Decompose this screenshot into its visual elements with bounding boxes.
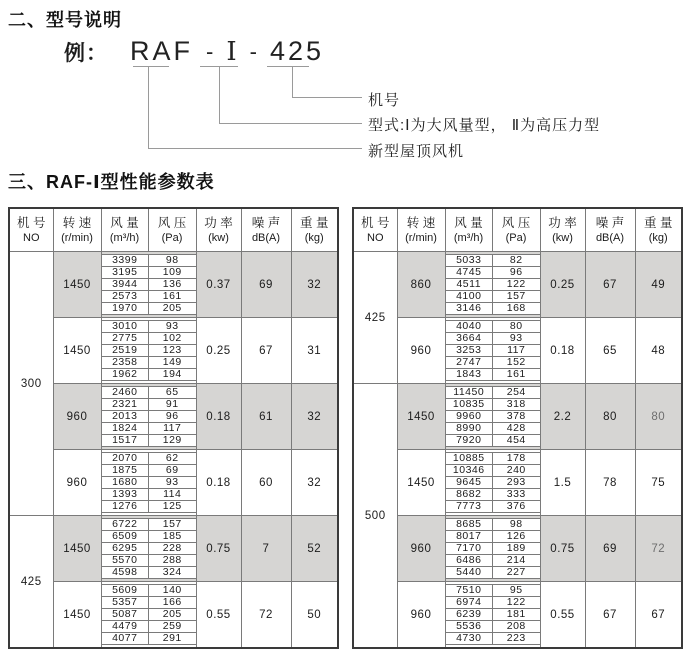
- header-noise-line2: dB(A): [251, 231, 281, 244]
- callout-fan-name: 新型屋顶风机: [368, 143, 465, 160]
- callout-line-type: [219, 66, 220, 123]
- cell-speed: 960: [397, 318, 445, 384]
- cell-flow: 1970: [102, 303, 149, 314]
- flow-pressure-grid: [446, 518, 540, 579]
- cell-pressure: 96: [493, 267, 540, 278]
- cell-power: 0.55: [540, 582, 585, 649]
- cell-flow: 5440: [446, 567, 493, 578]
- cell-pressure: 378: [493, 411, 540, 422]
- cell-pressure: 166: [149, 597, 196, 608]
- header-flow-line2: (m³/h): [109, 231, 140, 244]
- cell-pressure: 114: [149, 489, 196, 500]
- cell-pressure: 161: [149, 291, 196, 302]
- model-dash: -: [206, 38, 214, 64]
- table-row: [9, 516, 338, 582]
- header-weight-line1: 重 量: [300, 216, 329, 231]
- cell-noise: 80: [585, 384, 635, 450]
- cell-pressure: 205: [149, 303, 196, 314]
- cell-speed: 1450: [53, 318, 101, 384]
- cell-flow: 5536: [446, 621, 493, 632]
- cell-flow: 7920: [446, 435, 493, 446]
- cell-flow: 8685: [446, 519, 493, 530]
- cell-flow: 6239: [446, 609, 493, 620]
- cell-noise: 65: [585, 318, 635, 384]
- cell-flow: 1824: [102, 423, 149, 434]
- cell-pressure: 136: [149, 279, 196, 290]
- cell-flow-pressure-block: [101, 516, 196, 582]
- header-flow-line1: 风 量: [110, 216, 139, 231]
- underline-size: [267, 66, 309, 67]
- callout-line-fan-name: [148, 148, 362, 149]
- cell-flow-pressure-block: [445, 318, 540, 384]
- cell-flow: 10835: [446, 399, 493, 410]
- cell-flow: 1393: [102, 489, 149, 500]
- cell-pressure: 185: [149, 531, 196, 542]
- header-pressure: [492, 208, 540, 252]
- header-pressure-line1: 风 压: [157, 216, 187, 231]
- header-power-line2: (kw): [208, 231, 229, 244]
- header-weight: [291, 208, 338, 252]
- cell-speed: 1450: [397, 450, 445, 516]
- table-row: [353, 450, 682, 516]
- performance-table-left: [8, 207, 339, 649]
- cell-flow: 8017: [446, 531, 493, 542]
- callout-line-machine-no: [292, 66, 293, 97]
- table-row: [9, 252, 338, 318]
- cell-weight: 72: [635, 516, 682, 582]
- flow-pressure-grid: [446, 584, 540, 645]
- model-dash: -: [249, 38, 257, 64]
- cell-pressure: 240: [493, 465, 540, 476]
- cell-power: 0.25: [540, 252, 585, 318]
- cell-weight: 75: [635, 450, 682, 516]
- model-example: [64, 36, 324, 67]
- cell-weight: 67: [635, 582, 682, 649]
- cell-flow-pressure-block: [101, 582, 196, 649]
- cell-pressure: 214: [493, 555, 540, 566]
- cell-flow: 3010: [102, 321, 149, 332]
- header-flow-line1: 风 量: [454, 216, 483, 231]
- cell-pressure: 228: [149, 543, 196, 554]
- cell-flow: 1962: [102, 369, 149, 380]
- header-pressure-line2: (Pa): [505, 231, 527, 244]
- header-no-line1: 机 号: [361, 216, 390, 231]
- cell-power: 0.25: [196, 318, 241, 384]
- cell-pressure: 194: [149, 369, 196, 380]
- cell-pressure: 178: [493, 453, 540, 464]
- cell-pressure: 117: [493, 345, 540, 356]
- cell-pressure: 181: [493, 609, 540, 620]
- cell-noise: 67: [585, 582, 635, 649]
- cell-pressure: 208: [493, 621, 540, 632]
- cell-pressure: 80: [493, 321, 540, 332]
- cell-flow: 7510: [446, 585, 493, 596]
- cell-pressure: 69: [149, 465, 196, 476]
- cell-power: 0.37: [196, 252, 241, 318]
- cell-pressure: 140: [149, 585, 196, 596]
- header-weight-line2: (kg): [304, 231, 324, 244]
- cell-flow: 3399: [102, 255, 149, 266]
- cell-pressure: 93: [149, 321, 196, 332]
- cell-speed: 860: [397, 252, 445, 318]
- header-no: [9, 208, 53, 252]
- cell-weight: 52: [291, 516, 338, 582]
- cell-flow: 5609: [102, 585, 149, 596]
- header-power-line1: 功 率: [548, 216, 577, 231]
- header-noise-line1: 噪 声: [595, 216, 625, 231]
- header-pressure: [148, 208, 196, 252]
- example-label: 例：: [64, 41, 108, 65]
- callout-line-type: [219, 123, 362, 124]
- header-power-line1: 功 率: [204, 216, 233, 231]
- cell-pressure: 161: [493, 369, 540, 380]
- cell-weight: 32: [291, 252, 338, 318]
- cell-flow: 6486: [446, 555, 493, 566]
- table-row: [353, 384, 682, 450]
- cell-power: 0.75: [196, 516, 241, 582]
- table-row: [353, 252, 682, 318]
- cell-pressure: 91: [149, 399, 196, 410]
- cell-pressure: 62: [149, 453, 196, 464]
- cell-flow: 4511: [446, 279, 493, 290]
- cell-pressure: 95: [493, 585, 540, 596]
- cell-pressure: 454: [493, 435, 540, 446]
- cell-flow-pressure-block: [445, 516, 540, 582]
- cell-flow: 6974: [446, 597, 493, 608]
- cell-flow: 7773: [446, 501, 493, 512]
- cell-noise: 60: [241, 450, 291, 516]
- cell-flow: 4730: [446, 633, 493, 644]
- callout-type-desc: 型式:Ⅰ为大风量型， Ⅱ为高压力型: [368, 117, 601, 134]
- cell-pressure: 223: [493, 633, 540, 644]
- cell-flow: 6509: [102, 531, 149, 542]
- cell-pressure: 293: [493, 477, 540, 488]
- header-noise: [585, 208, 635, 252]
- table-row: [9, 450, 338, 516]
- header-power: [196, 208, 241, 252]
- cell-flow: 8990: [446, 423, 493, 434]
- cell-flow: 9645: [446, 477, 493, 488]
- cell-flow: 5570: [102, 555, 149, 566]
- cell-power: 2.2: [540, 384, 585, 450]
- table-header-row: [353, 208, 682, 252]
- cell-power: 0.18: [196, 450, 241, 516]
- cell-pressure: 123: [149, 345, 196, 356]
- cell-flow: 6722: [102, 519, 149, 530]
- header-power: [540, 208, 585, 252]
- cell-flow-pressure-block: [445, 450, 540, 516]
- underline-series: [133, 66, 169, 67]
- cell-speed: 1450: [53, 516, 101, 582]
- header-flow-line2: (m³/h): [453, 231, 484, 244]
- cell-power: 1.5: [540, 450, 585, 516]
- cell-flow: 5087: [102, 609, 149, 620]
- cell-weight: 80: [635, 384, 682, 450]
- flow-pressure-grid: [446, 452, 540, 513]
- header-noise-line1: 噪 声: [251, 216, 281, 231]
- cell-pressure: 189: [493, 543, 540, 554]
- cell-speed: 960: [397, 582, 445, 649]
- cell-flow: 3146: [446, 303, 493, 314]
- header-weight-line2: (kg): [648, 231, 668, 244]
- cell-flow-pressure-block: [101, 252, 196, 318]
- cell-speed: 1450: [53, 582, 101, 649]
- flow-pressure-grid: [102, 452, 196, 513]
- header-speed-line2: (r/min): [61, 231, 93, 244]
- cell-pressure: 65: [149, 387, 196, 398]
- header-speed: [397, 208, 445, 252]
- cell-pressure: 157: [149, 519, 196, 530]
- cell-machine-no: 425: [9, 516, 53, 649]
- model-code: [130, 36, 324, 67]
- cell-flow: 1276: [102, 501, 149, 512]
- cell-pressure: 122: [493, 597, 540, 608]
- cell-pressure: 259: [149, 621, 196, 632]
- callout-line-fan-name: [148, 66, 149, 148]
- header-weight: [635, 208, 682, 252]
- cell-pressure: 291: [149, 633, 196, 644]
- header-pressure-line2: (Pa): [161, 231, 183, 244]
- cell-pressure: 428: [493, 423, 540, 434]
- cell-flow: 4040: [446, 321, 493, 332]
- section3-heading: 三、RAF-Ⅰ型性能参数表: [8, 172, 215, 192]
- cell-flow: 8682: [446, 489, 493, 500]
- cell-flow: 2013: [102, 411, 149, 422]
- table-row: [353, 318, 682, 384]
- cell-flow: 5033: [446, 255, 493, 266]
- cell-pressure: 333: [493, 489, 540, 500]
- header-no-line2: NO: [23, 231, 40, 244]
- table-row: [353, 516, 682, 582]
- cell-flow: 3944: [102, 279, 149, 290]
- cell-flow-pressure-block: [445, 582, 540, 649]
- cell-flow-pressure-block: [101, 318, 196, 384]
- cell-speed: 1450: [397, 384, 445, 450]
- cell-power: 0.75: [540, 516, 585, 582]
- cell-pressure: 288: [149, 555, 196, 566]
- callout-machine-no: 机号: [368, 92, 401, 109]
- cell-pressure: 376: [493, 501, 540, 512]
- cell-noise: 69: [241, 252, 291, 318]
- cell-noise: 78: [585, 450, 635, 516]
- cell-weight: 50: [291, 582, 338, 649]
- cell-flow: 10346: [446, 465, 493, 476]
- header-no: [353, 208, 397, 252]
- cell-flow: 11450: [446, 387, 493, 398]
- cell-noise: 61: [241, 384, 291, 450]
- cell-pressure: 324: [149, 567, 196, 578]
- cell-flow-pressure-block: [445, 252, 540, 318]
- flow-pressure-grid: [446, 254, 540, 315]
- cell-power: 0.18: [196, 384, 241, 450]
- header-flow: [445, 208, 492, 252]
- header-speed-line1: 转 速: [406, 216, 436, 231]
- cell-pressure: 109: [149, 267, 196, 278]
- header-speed-line1: 转 速: [62, 216, 92, 231]
- cell-machine-no: 425: [353, 252, 397, 384]
- cell-pressure: 227: [493, 567, 540, 578]
- cell-pressure: 93: [149, 477, 196, 488]
- cell-noise: 67: [585, 252, 635, 318]
- cell-flow: 3253: [446, 345, 493, 356]
- cell-pressure: 318: [493, 399, 540, 410]
- cell-pressure: 102: [149, 333, 196, 344]
- model-size: 425: [269, 36, 324, 66]
- cell-power: 0.55: [196, 582, 241, 649]
- cell-flow: 2358: [102, 357, 149, 368]
- cell-speed: 960: [53, 450, 101, 516]
- cell-pressure: 129: [149, 435, 196, 446]
- flow-pressure-grid: [102, 584, 196, 645]
- cell-noise: 72: [241, 582, 291, 649]
- model-type: Ⅰ: [226, 36, 237, 66]
- cell-weight: 48: [635, 318, 682, 384]
- cell-flow: 6295: [102, 543, 149, 554]
- cell-pressure: 98: [493, 519, 540, 530]
- cell-pressure: 168: [493, 303, 540, 314]
- table-header-row: [9, 208, 338, 252]
- cell-pressure: 254: [493, 387, 540, 398]
- section2-heading: 二、型号说明: [8, 10, 122, 30]
- cell-flow: 9960: [446, 411, 493, 422]
- cell-flow: 4479: [102, 621, 149, 632]
- performance-table-right: [352, 207, 683, 649]
- header-no-line1: 机 号: [17, 216, 46, 231]
- cell-pressure: 125: [149, 501, 196, 512]
- cell-flow: 2519: [102, 345, 149, 356]
- cell-power: 0.18: [540, 318, 585, 384]
- cell-flow: 7170: [446, 543, 493, 554]
- cell-flow-pressure-block: [101, 450, 196, 516]
- cell-flow: 10885: [446, 453, 493, 464]
- cell-weight: 31: [291, 318, 338, 384]
- cell-flow: 3664: [446, 333, 493, 344]
- cell-pressure: 82: [493, 255, 540, 266]
- cell-noise: 69: [585, 516, 635, 582]
- cell-flow-pressure-block: [101, 384, 196, 450]
- cell-speed: 1450: [53, 252, 101, 318]
- cell-flow: 1680: [102, 477, 149, 488]
- cell-flow: 3195: [102, 267, 149, 278]
- spec-table: [352, 207, 683, 649]
- cell-machine-no: 500: [353, 384, 397, 649]
- header-power-line2: (kw): [552, 231, 573, 244]
- flow-pressure-grid: [446, 386, 540, 447]
- cell-flow: 5357: [102, 597, 149, 608]
- model-series: RAF: [130, 36, 193, 66]
- table-row: [9, 384, 338, 450]
- cell-flow: 4598: [102, 567, 149, 578]
- spec-table: [8, 207, 339, 649]
- table-row: [9, 318, 338, 384]
- cell-pressure: 205: [149, 609, 196, 620]
- cell-weight: 32: [291, 384, 338, 450]
- header-speed-line2: (r/min): [405, 231, 437, 244]
- cell-flow: 1517: [102, 435, 149, 446]
- cell-flow: 1875: [102, 465, 149, 476]
- header-speed: [53, 208, 101, 252]
- cell-flow: 2460: [102, 387, 149, 398]
- cell-pressure: 93: [493, 333, 540, 344]
- callout-line-machine-no: [292, 97, 362, 98]
- flow-pressure-grid: [102, 386, 196, 447]
- header-noise: [241, 208, 291, 252]
- cell-pressure: 122: [493, 279, 540, 290]
- header-weight-line1: 重 量: [644, 216, 673, 231]
- cell-noise: 7: [241, 516, 291, 582]
- header-flow: [101, 208, 148, 252]
- cell-flow: 2070: [102, 453, 149, 464]
- cell-pressure: 117: [149, 423, 196, 434]
- cell-pressure: 149: [149, 357, 196, 368]
- cell-flow: 2775: [102, 333, 149, 344]
- cell-flow: 4077: [102, 633, 149, 644]
- cell-flow-pressure-block: [445, 384, 540, 450]
- flow-pressure-grid: [446, 320, 540, 381]
- cell-noise: 67: [241, 318, 291, 384]
- cell-flow: 2321: [102, 399, 149, 410]
- cell-pressure: 152: [493, 357, 540, 368]
- header-pressure-line1: 风 压: [501, 216, 531, 231]
- cell-flow: 2747: [446, 357, 493, 368]
- cell-speed: 960: [53, 384, 101, 450]
- header-noise-line2: dB(A): [595, 231, 625, 244]
- table-row: [9, 582, 338, 649]
- flow-pressure-grid: [102, 518, 196, 579]
- cell-pressure: 98: [149, 255, 196, 266]
- cell-weight: 49: [635, 252, 682, 318]
- cell-weight: 32: [291, 450, 338, 516]
- cell-pressure: 157: [493, 291, 540, 302]
- cell-pressure: 126: [493, 531, 540, 542]
- cell-flow: 4745: [446, 267, 493, 278]
- cell-pressure: 96: [149, 411, 196, 422]
- flow-pressure-grid: [102, 254, 196, 315]
- header-no-line2: NO: [367, 231, 384, 244]
- table-row: [353, 582, 682, 649]
- cell-machine-no: 300: [9, 252, 53, 516]
- cell-flow: 1843: [446, 369, 493, 380]
- cell-flow: 2573: [102, 291, 149, 302]
- cell-speed: 960: [397, 516, 445, 582]
- cell-flow: 4100: [446, 291, 493, 302]
- flow-pressure-grid: [102, 320, 196, 381]
